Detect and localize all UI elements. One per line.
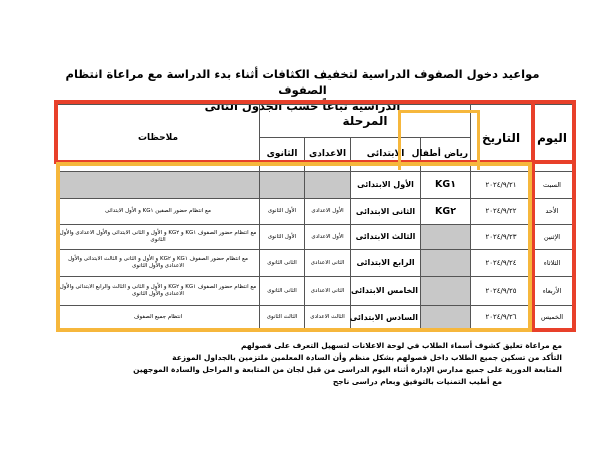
row-date: ٢٠٢٤/٩/٢٢ <box>471 199 532 224</box>
row-preparatory: الثالث الاعدادى <box>305 305 351 329</box>
row-primary: الأول الابتدائى <box>351 171 421 199</box>
footer-notes <box>133 340 562 388</box>
row-day: الأحد <box>532 199 573 224</box>
row-primary: الرابع الابتدائى <box>351 250 421 277</box>
row-kindergarten <box>421 305 471 329</box>
header-primary: الابتدائى <box>351 138 421 171</box>
table-row <box>57 224 573 249</box>
row-date: ٢٠٢٤/٩/٢١ <box>471 171 532 199</box>
header-kindergarten: رياض أطفال <box>421 138 471 171</box>
row-preparatory: الأول الاعدادى <box>305 224 351 249</box>
row-note: انتظام جميع الصفوف <box>57 305 260 329</box>
header-date: التاريخ <box>471 105 532 172</box>
row-preparatory <box>305 171 351 199</box>
row-secondary: الثانى الثانوى <box>260 250 305 277</box>
row-note: مع انتظام حضور الصفوف KG١ و KG٢ و الأول و الثانى و الثالث والرابع الابتدائى والأول الاعدادى والأول الثانوى <box>57 276 260 305</box>
row-primary: السادس الابتدائى <box>351 305 421 329</box>
row-day: الثلاثاء <box>532 250 573 277</box>
footer-line-3: المتابعة الدورية على جميع مدارس الإدارة أثناء اليوم الدراسى من قبل لجان من المتابعة و المراحل والسادة الموجهين <box>133 365 562 374</box>
header-notes: ملاحظات <box>57 105 260 172</box>
row-note: مع انتظام حضور الصفوف KG١ و KG٢ و الأول و الثانى الابتدائى والأول الاعدادى والأول الثانوى <box>57 224 260 249</box>
row-primary: الثالث الابتدائى <box>351 224 421 249</box>
row-note: مع انتظام حضور الصفوف KG١ و KG٢ و الأول و الثانى و الثالث الابتدائى والأول الاعدادى والأول الثانوى <box>57 250 260 277</box>
table-row <box>57 171 573 199</box>
title-line-1: مواعيد دخول الصفوف الدراسية لتخفيف الكثافات أثناء بدء الدراسة مع مراعاة انتظام الصفوف <box>65 67 540 97</box>
header-row-1 <box>57 105 573 138</box>
row-kindergarten <box>421 250 471 277</box>
row-kindergarten: KG٢ <box>421 199 471 224</box>
table-row <box>57 276 573 305</box>
row-date: ٢٠٢٤/٩/٢٤ <box>471 250 532 277</box>
row-day: الإثنين <box>532 224 573 249</box>
row-note <box>57 171 260 199</box>
schedule-table <box>56 104 573 330</box>
row-secondary: الثانى الثانوى <box>260 276 305 305</box>
title-line-2: الدراسية تباعاً حسب الجدول التالى <box>204 99 401 113</box>
row-date: ٢٠٢٤/٩/٢٥ <box>471 276 532 305</box>
table-row <box>57 199 573 224</box>
table-row <box>57 250 573 277</box>
row-date: ٢٠٢٤/٩/٢٣ <box>471 224 532 249</box>
row-kindergarten <box>421 276 471 305</box>
row-note: مع انتظام حضور الصفين KG١ و الأول الابتدائى <box>57 199 260 224</box>
footer-line-4: مع أطيب التمنيات بالتوفيق وبعام دراسى ناجح <box>332 377 502 386</box>
footer-line-1: مع مراعاة تعليق كشوف أسماء الطلاب في لوحة الاعلانات لتسهيل التعرف على فصولهم <box>240 341 562 350</box>
header-stage: المرحلة <box>260 105 471 138</box>
table-row <box>57 305 573 329</box>
row-secondary: الأول الثانوى <box>260 199 305 224</box>
row-date: ٢٠٢٤/٩/٢٦ <box>471 305 532 329</box>
header-preparatory: الاعدادى <box>305 138 351 171</box>
row-secondary: الأول الثانوى <box>260 224 305 249</box>
row-day: الخميس <box>532 305 573 329</box>
row-day: السبت <box>532 171 573 199</box>
row-primary: الخامس الابتدائى <box>351 276 421 305</box>
row-secondary <box>260 171 305 199</box>
header-secondary: الثانوى <box>260 138 305 171</box>
row-primary: الثانى الابتدائى <box>351 199 421 224</box>
header-day: اليوم <box>532 105 573 172</box>
footer-line-2: التأكد من تسكين جميع الطلاب داخل فصولهم بشكل منظم وأن السادة المعلمين ملتزمين بالجداول الموزعة <box>172 353 562 362</box>
row-preparatory: الثانى الاعدادى <box>305 250 351 277</box>
row-preparatory: الأول الاعدادى <box>305 199 351 224</box>
row-kindergarten: KG١ <box>421 171 471 199</box>
row-secondary: الثالث الثانوى <box>260 305 305 329</box>
row-day: الأربعاء <box>532 276 573 305</box>
row-kindergarten <box>421 224 471 249</box>
row-preparatory: الثانى الاعدادى <box>305 276 351 305</box>
